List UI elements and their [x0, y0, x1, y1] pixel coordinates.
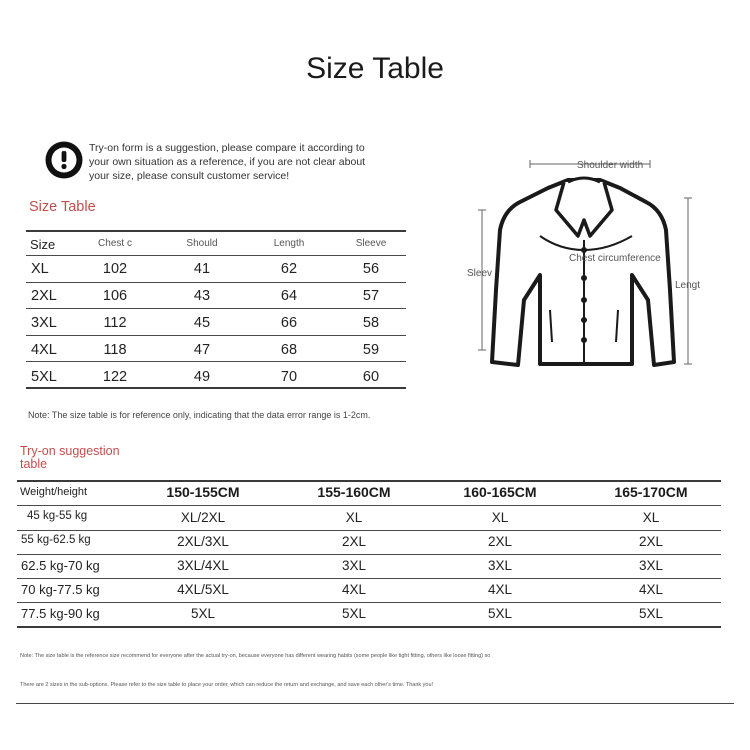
table-rule [26, 282, 406, 283]
table-rule [17, 530, 721, 531]
weight-range: 77.5 kg-90 kg [21, 606, 100, 621]
size-label: XL [31, 261, 49, 277]
try-on-header: 155-160CM [317, 484, 391, 500]
size-recommendation: 5XL [487, 606, 513, 621]
footer-divider [16, 703, 734, 704]
size-label: 3XL [31, 315, 57, 331]
size-value: 47 [193, 342, 211, 358]
size-recommendation: 2XL [638, 534, 664, 549]
shoulder-width-label: Shoulder width [577, 160, 644, 171]
table-rule [17, 480, 721, 482]
table-rule [26, 230, 406, 232]
size-value: 45 [193, 315, 211, 331]
size-value: 60 [362, 369, 380, 385]
size-value: 56 [362, 261, 380, 277]
size-value: 58 [362, 315, 380, 331]
size-table-note: Note: The size table is for reference only, indicating that the data error range is 1-2cm. [28, 410, 371, 420]
length-label: Lengt [675, 280, 701, 291]
size-recommendation: 2XL [341, 534, 367, 549]
table-rule [17, 505, 721, 506]
weight-range: 70 kg-77.5 kg [21, 582, 100, 597]
size-table-header: Sleeve [355, 238, 387, 249]
size-recommendation: 5XL [341, 606, 367, 621]
size-value: 59 [362, 342, 380, 358]
size-value: 66 [280, 315, 298, 331]
page-title: Size Table [306, 52, 444, 85]
weight-range: 62.5 kg-70 kg [21, 558, 100, 573]
size-table-header: Length [273, 238, 305, 249]
size-label: 4XL [31, 342, 57, 358]
size-recommendation: 2XL [487, 534, 513, 549]
try-on-header: 160-165CM [463, 484, 537, 500]
jacket-measurement-diagram [460, 150, 720, 380]
exclamation-circle-icon [44, 140, 84, 180]
size-table-header: Should [186, 238, 218, 249]
size-value: 102 [102, 261, 128, 277]
try-on-header-label: Weight/height [20, 486, 88, 498]
size-recommendation: XL [491, 510, 509, 525]
size-recommendation: 4XL/5XL [177, 582, 229, 597]
size-label: 2XL [31, 288, 57, 304]
size-recommendation: 3XL [487, 558, 513, 573]
weight-range: 45 kg-55 kg [27, 510, 88, 522]
size-value: 64 [280, 288, 298, 304]
size-value: 62 [280, 261, 298, 277]
size-recommendation: 5XL [638, 606, 664, 621]
table-rule [26, 335, 406, 336]
size-recommendation: XL [345, 510, 363, 525]
table-rule [17, 554, 721, 555]
size-value: 122 [102, 369, 128, 385]
weight-range: 55 kg-62.5 kg [21, 534, 91, 546]
size-table-header: Size [30, 237, 56, 252]
size-recommendation: 3XL [341, 558, 367, 573]
notice-text: Try-on form is a suggestion, please compare it according to your own situation as a reference, if you are not clear about your size, please consult customer service! [89, 142, 366, 182]
size-table-header: Chest c [98, 238, 132, 249]
table-rule [26, 255, 406, 256]
chest-circumference-label: Chest circumference [569, 253, 661, 264]
size-recommendation: 5XL [190, 606, 216, 621]
size-recommendation: 2XL/3XL [177, 534, 229, 549]
table-rule [17, 626, 721, 628]
size-table-caption: Size Table [29, 199, 96, 215]
size-recommendation: XL/2XL [180, 510, 226, 525]
size-recommendation: 4XL [341, 582, 367, 597]
size-recommendation: 3XL [638, 558, 664, 573]
try-on-caption: Try-on suggestion table [20, 444, 120, 471]
table-rule [26, 308, 406, 309]
size-label: 5XL [31, 369, 57, 385]
try-on-header: 165-170CM [614, 484, 688, 500]
sleeve-label: Sleev [467, 268, 493, 279]
size-value: 70 [280, 369, 298, 385]
size-value: 106 [102, 288, 128, 304]
table-rule [26, 361, 406, 362]
size-value: 41 [193, 261, 211, 277]
size-value: 57 [362, 288, 380, 304]
size-recommendation: 3XL/4XL [177, 558, 229, 573]
try-on-header: 150-155CM [166, 484, 240, 500]
size-value: 112 [103, 315, 127, 331]
size-value: 49 [193, 369, 211, 385]
footnote-1: Note: The size table is the reference size recommend for everyone after the actual try-on, because everyone has different wearing habits (some people like tight fitting, others like loose fitting) so [20, 653, 491, 659]
size-recommendation: 4XL [487, 582, 513, 597]
size-value: 118 [103, 342, 127, 358]
size-value: 68 [280, 342, 298, 358]
table-rule [26, 387, 406, 389]
footnote-2: There are 2 sizes in the sub-options. Please refer to the size table to place your order, which can reduce the return and exchange, and save each other's time. Thank you! [20, 682, 434, 688]
table-rule [17, 578, 721, 579]
table-rule [17, 602, 721, 603]
size-recommendation: XL [642, 510, 660, 525]
size-value: 43 [193, 288, 211, 304]
size-recommendation: 4XL [638, 582, 664, 597]
